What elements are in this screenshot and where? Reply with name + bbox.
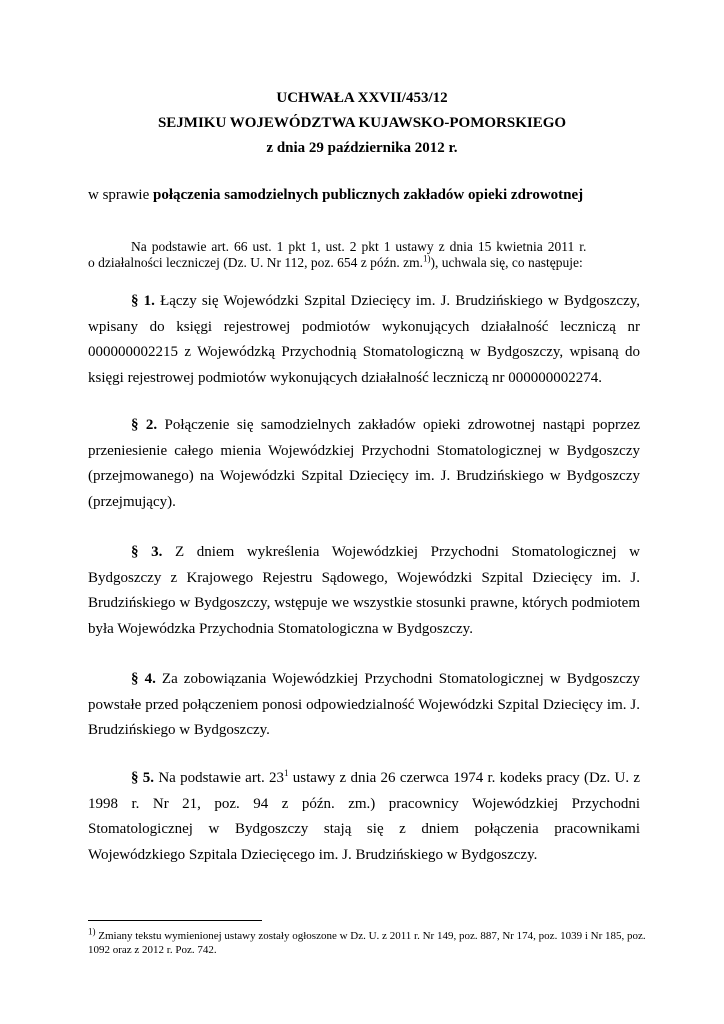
legal-basis-text-a: o działalności leczniczej (Dz. U. Nr 112, poz. 654 z późn. zm. — [88, 255, 424, 270]
legal-basis — [88, 239, 640, 271]
resolution-date: z dnia 29 października 2012 r. — [266, 140, 458, 156]
section-mark: § 3. — [131, 544, 163, 560]
section-mark: § 5. — [131, 770, 155, 786]
section-1 — [88, 289, 640, 391]
section-mark: § 1. — [131, 293, 155, 309]
article-superscript: 1 — [284, 768, 289, 778]
footnote-mark: 1) — [88, 926, 96, 937]
subject-prefix: w sprawie — [88, 187, 153, 203]
section-text-a: Na podstawie art. 23 — [158, 770, 284, 786]
legal-basis-line-1: Na podstawie art. 66 ust. 1 pkt 1, ust. 2 pkt 1 ustawy z dnia 15 kwietnia 2011 r. — [131, 239, 587, 254]
subject-title: połączenia samodzielnych publicznych zakładów opieki zdrowotnej — [152, 187, 584, 203]
legal-basis-line-2 — [88, 255, 640, 271]
footnote-separator — [88, 920, 262, 921]
resolution-number: UCHWAŁA XXVII/453/12 — [276, 90, 448, 106]
section-3 — [88, 540, 640, 642]
section-mark: § 2. — [131, 417, 158, 433]
section-4 — [88, 667, 640, 744]
resolution-subject — [88, 186, 648, 204]
section-text: Z dniem wykreślenia Wojewódzkiej Przychodni Stomatologicznej w Bydgoszczy z Krajowego Rejestru Sądowego, Wojewódzki Szpital Dziecięcy im. J. Brudzińskiego w Bydgoszczy, wstępuje we wszystkie stosunki prawne, których podmiotem była Wojewódzka Przychodnia Stomatologiczna w Bydgoszczy. — [88, 544, 640, 637]
section-text: Połączenie się samodzielnych zakładów opieki zdrowotnej nastąpi poprzez przeniesienie całego mienia Wojewódzkiej Przychodni Stomatologicznej w Bydgoszczy (przejmowanego) na Wojewódzki Szpital Dziecięcy im. J. Brudzińskiego w Bydgoszczy (przejmujący). — [88, 417, 641, 510]
section-mark: § 4. — [131, 671, 156, 687]
footnote-reference: 1) — [423, 253, 431, 264]
section-2 — [88, 413, 640, 515]
footnote-text: Zmiany tekstu wymienionej ustawy zostały ogłoszone w Dz. U. z 2011 r. Nr 149, poz. 887, Nr 174, poz. 1039 i Nr 185, poz. 1092 oraz z 2012 r. Poz. 742. — [88, 930, 646, 956]
section-5 — [88, 766, 640, 868]
legal-basis-text-b: ), uchwala się, co następuje: — [430, 255, 583, 270]
section-text: Łączy się Wojewódzki Szpital Dziecięcy im. J. Brudzińskiego w Bydgoszczy, wpisany do księgi rejestrowej podmiotów wykonujących działalność leczniczą nr 000000002215 z Wojewódzką Przychodnią Stomatologiczną w Bydgoszczy, wpisaną do księgi rejestrowej podmiotów wykonujących działalność leczniczą nr 000000002274. — [88, 293, 641, 386]
footnote — [88, 926, 648, 957]
issuing-body: SEJMIKU WOJEWÓDZTWA KUJAWSKO-POMORSKIEGO — [157, 115, 567, 131]
section-text: Za zobowiązania Wojewódzkiej Przychodni Stomatologicznej w Bydgoszczy powstałe przed połączeniem ponosi odpowiedzialność Wojewódzki Szpital Dziecięcy im. J. Brudzińskiego w Bydgoszczy. — [88, 671, 641, 738]
section-text-b: ustawy z dnia 26 czerwca 1974 r. kodeks pracy (Dz. U. z 1998 r. Nr 21, poz. 94 z późn. zm.) pracownicy Wojewódzkiej Przychodni Stomatologicznej w Bydgoszczy stają się z dniem połączenia pracownikami Wojewódzkiego Szpitala Dziecięcego im. J. Brudzińskiego w Bydgoszczy. — [88, 770, 641, 863]
